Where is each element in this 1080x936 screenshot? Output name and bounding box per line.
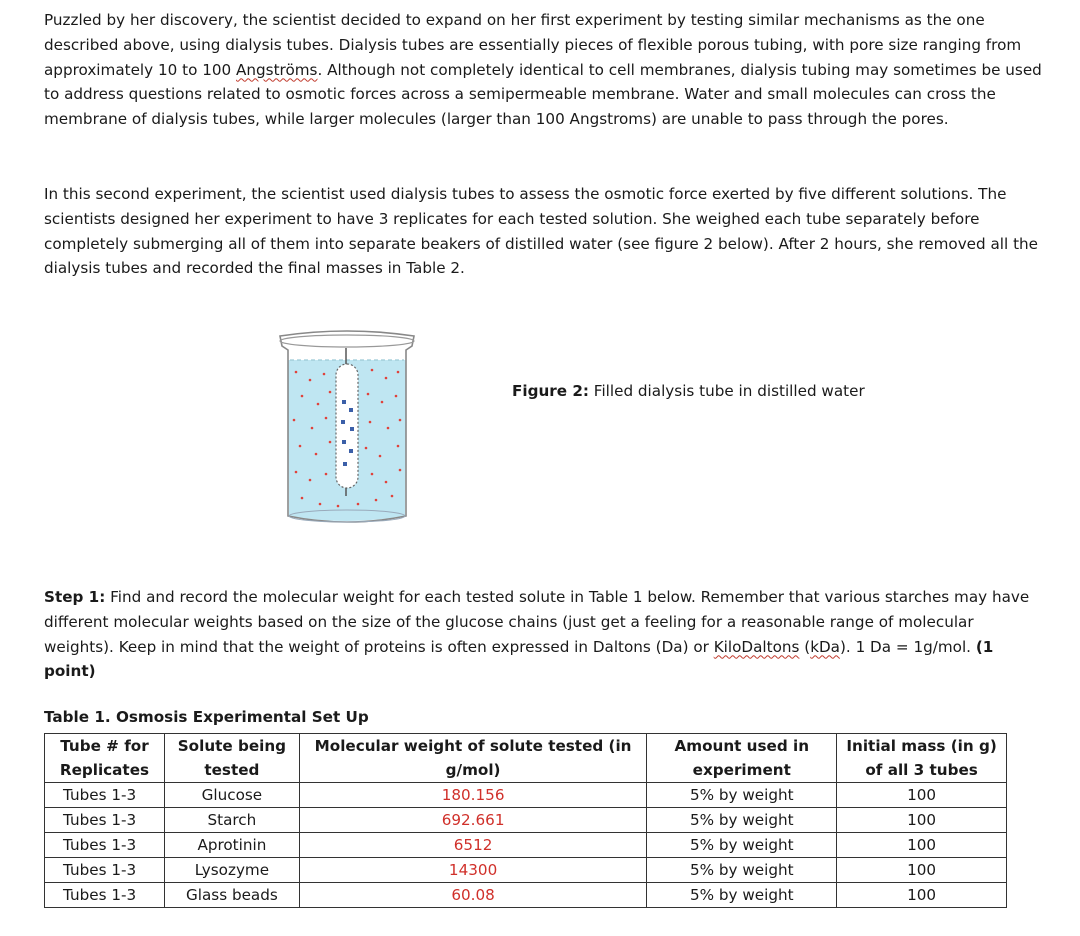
amount-cell: 5% by weight bbox=[647, 808, 837, 833]
figure-caption bbox=[512, 382, 865, 400]
molecular-weight-cell: 60.08 bbox=[299, 883, 647, 908]
amount-cell: 5% by weight bbox=[647, 783, 837, 808]
header-initial-mass: Initial mass (in g) of all 3 tubes bbox=[837, 734, 1007, 783]
spellcheck-flag-kilodaltons: KiloDaltons bbox=[713, 637, 800, 656]
molecular-weight-cell: 14300 bbox=[299, 858, 647, 883]
beaker-rim bbox=[280, 335, 414, 347]
table-row bbox=[45, 783, 1007, 808]
osmosis-setup-table bbox=[44, 733, 1007, 908]
solute-cell: Glucose bbox=[164, 783, 299, 808]
molecular-weight-cell: 6512 bbox=[299, 833, 647, 858]
step1-text: Find and record the molecular weight for each tested solute in Table 1 below. Remember that various starches may have different molecular weights based on the size of the glucose chains (just get a feeling for a reasonable range of molecular weights). Keep in mind that the weight of proteins is often expressed in Daltons (Da) or bbox=[44, 588, 1030, 656]
initial-mass-cell: 100 bbox=[837, 858, 1007, 883]
spellcheck-flag-kda: kDa bbox=[810, 637, 840, 656]
solute-cell: Starch bbox=[164, 808, 299, 833]
experiment-paragraph: In this second experiment, the scientist used dialysis tubes to assess the osmotic force exerted by five different solutions. The scientists designed her experiment to have 3 replicates for each tested solution. She weighed each tube separately before completely submerging all of them into separate beakers of distilled water (see figure 2 below). After 2 hours, she removed all the dialysis tubes and recorded the final masses in Table 2. bbox=[44, 185, 1038, 278]
tube-cell: Tubes 1-3 bbox=[45, 783, 165, 808]
table-title: Table 1. Osmosis Experimental Set Up bbox=[44, 708, 369, 726]
step1-text-3: ). 1 Da = 1g/mol. bbox=[839, 637, 976, 656]
header-tube: Tube # for Replicates bbox=[45, 734, 165, 783]
table-header-row bbox=[45, 734, 1007, 783]
step1-text-2: ( bbox=[799, 637, 811, 656]
amount-cell: 5% by weight bbox=[647, 833, 837, 858]
tube-cell: Tubes 1-3 bbox=[45, 883, 165, 908]
intro-paragraph bbox=[44, 8, 1044, 132]
step1-paragraph bbox=[44, 585, 1044, 684]
tube-cell: Tubes 1-3 bbox=[45, 833, 165, 858]
solute-cell: Aprotinin bbox=[164, 833, 299, 858]
table-row bbox=[45, 883, 1007, 908]
amount-cell: 5% by weight bbox=[647, 858, 837, 883]
molecular-weight-cell: 180.156 bbox=[299, 783, 647, 808]
solute-cell: Lysozyme bbox=[164, 858, 299, 883]
molecular-weight-cell: 692.661 bbox=[299, 808, 647, 833]
figure-caption-label: Figure 2: bbox=[512, 382, 589, 400]
intro-text-start: Puzzled by her discovery, the scientist decided to expand on her first experiment by testing similar mechanisms as the one described above, using dialysis tubes. Dialysis tubes are essentially pieces of flexible porous tubing, with pore size ranging from approximately 10 to 100 bbox=[44, 11, 1022, 79]
initial-mass-cell: 100 bbox=[837, 808, 1007, 833]
header-molecular-weight: Molecular weight of solute tested (in g/mol) bbox=[299, 734, 647, 783]
spellcheck-flag: Angströms bbox=[236, 60, 318, 79]
intro-text-end: . Although not completely identical to cell membranes, dialysis tubing may sometimes be used to address questions related to osmotic forces across a semipermeable membrane. Water and small molecules can cross the membrane of dialysis tubes, while larger molecules (larger than 100 Angstroms) are unable to pass through the pores. bbox=[44, 60, 1042, 129]
dialysis-tube bbox=[336, 364, 358, 488]
solute-cell: Glass beads bbox=[164, 883, 299, 908]
initial-mass-cell: 100 bbox=[837, 783, 1007, 808]
tube-cell: Tubes 1-3 bbox=[45, 858, 165, 883]
step1-label: Step 1: bbox=[44, 588, 106, 606]
tube-cell: Tubes 1-3 bbox=[45, 808, 165, 833]
figure-caption-text: Filled dialysis tube in distilled water bbox=[588, 382, 865, 400]
initial-mass-cell: 100 bbox=[837, 833, 1007, 858]
table-row bbox=[45, 858, 1007, 883]
table-row bbox=[45, 833, 1007, 858]
initial-mass-cell: 100 bbox=[837, 883, 1007, 908]
header-amount: Amount used in experiment bbox=[647, 734, 837, 783]
table-row bbox=[45, 808, 1007, 833]
step1-points: (1 point) bbox=[44, 637, 994, 681]
beaker-figure bbox=[272, 328, 422, 533]
header-solute: Solute being tested bbox=[164, 734, 299, 783]
amount-cell: 5% by weight bbox=[647, 883, 837, 908]
